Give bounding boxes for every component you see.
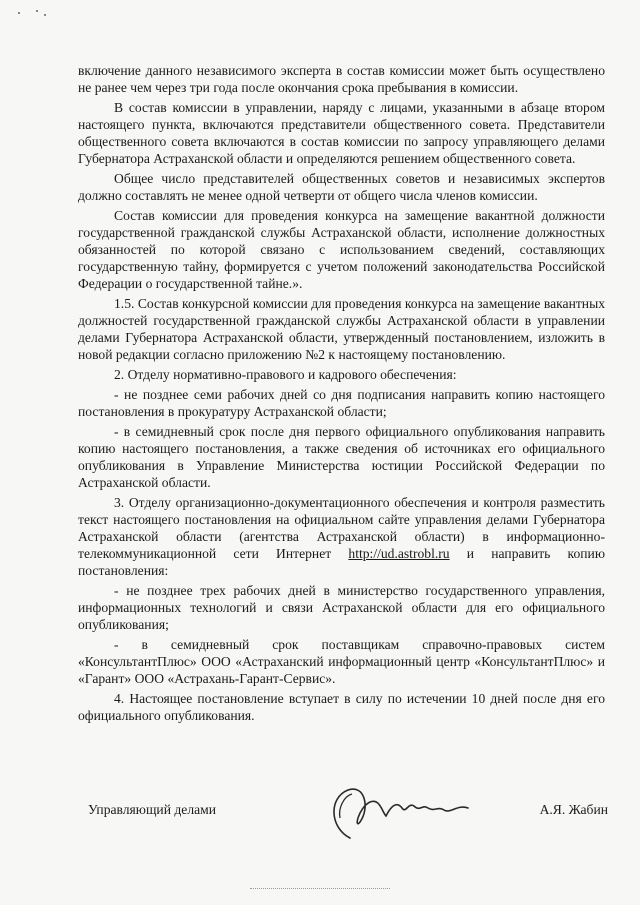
paragraph-9 — [78, 494, 605, 579]
scan-speck — [44, 14, 46, 16]
paragraph-1: включение данного независимого эксперта в состав комиссии может быть осуществлено не ранее чем через три года после окончания срока пребывания в комиссии. — [78, 63, 605, 95]
paragraph-9-tail: и направить копию постановления: — [78, 546, 605, 578]
paragraph-9-text: 3. Отделу организационно-документационного обеспечения и контроля разместить текст настоящего постановления на официальном сайте управления делами Губернатора Астраханской области (агентства Астраханской области) в информационно-телекоммуникационной сети Интернет — [78, 495, 605, 561]
paragraph-6: 2. Отделу нормативно-правового и кадрового обеспечения: — [114, 367, 457, 382]
signatory-name: А.Я. Жабин — [539, 802, 608, 817]
paragraph-8: - в семидневный срок после дня первого официального опубликования направить копию настоящего постановления, а также сведения об источниках его официального опубликования в Управление Министерства юстиции Российской Федерации по Астраханской области. — [78, 424, 605, 490]
scan-speck — [36, 10, 38, 12]
bottom-scan-line — [250, 888, 390, 890]
paragraph-10: - не позднее трех рабочих дней в министерство государственного управления, информационных технологий и связи Астраханской области для его официального опубликования; — [78, 583, 605, 632]
paragraph-2: В состав комиссии в управлении, наряду с лицами, указанными в абзаце втором настоящего пункта, включаются представители общественного совета. Представители общественного совета включаются в состав комиссии по запросу управляющего делами Губернатора Астраханской области и определяются решением общественного совета. — [78, 100, 605, 166]
paragraph-4: Состав комиссии для проведения конкурса на замещение вакантной должности государственной гражданской службы Астраханской области, исполнение должностных обязанностей по которой связано с использованием сведений, составляющих государственную тайну, формируется с учетом положений законодательства Российской Федерации о государственной тайне.». — [78, 208, 605, 291]
paragraph-5: 1.5. Состав конкурсной комиссии для проведения конкурса на замещение вакантных должностей государственной гражданской службы Астраханской области в управлении делами Губернатора Астраханской области, утвержденный постановлением, изложить в новой редакции согласно приложению №2 к настоящему постановлению. — [78, 296, 605, 362]
paragraph-11: - в семидневный срок поставщикам справочно-правовых систем «КонсультантПлюс» ООО «Астраханский информационный центр «КонсультантПлюс» и «Гарант» ООО «Астрахань-Гарант-Сервис». — [78, 637, 605, 686]
paragraph-7: - не позднее семи рабочих дней со дня подписания направить копию настоящего постановления в прокуратуру Астраханской области; — [78, 387, 605, 419]
scan-speck — [18, 12, 20, 14]
signatory-position: Управляющий делами — [88, 802, 217, 817]
document-body — [78, 62, 605, 727]
handwritten-signature — [310, 778, 500, 844]
signature-block — [78, 782, 608, 842]
paragraph-3: Общее число представителей общественных советов и независимых экспертов должно составлять не менее одной четверти от общего числа членов комиссии. — [78, 171, 605, 203]
website-link[interactable]: http://ud.astrobl.ru — [348, 546, 450, 561]
paragraph-12: 4. Настоящее постановление вступает в силу по истечении 10 дней после дня его официального опубликования. — [78, 691, 605, 723]
